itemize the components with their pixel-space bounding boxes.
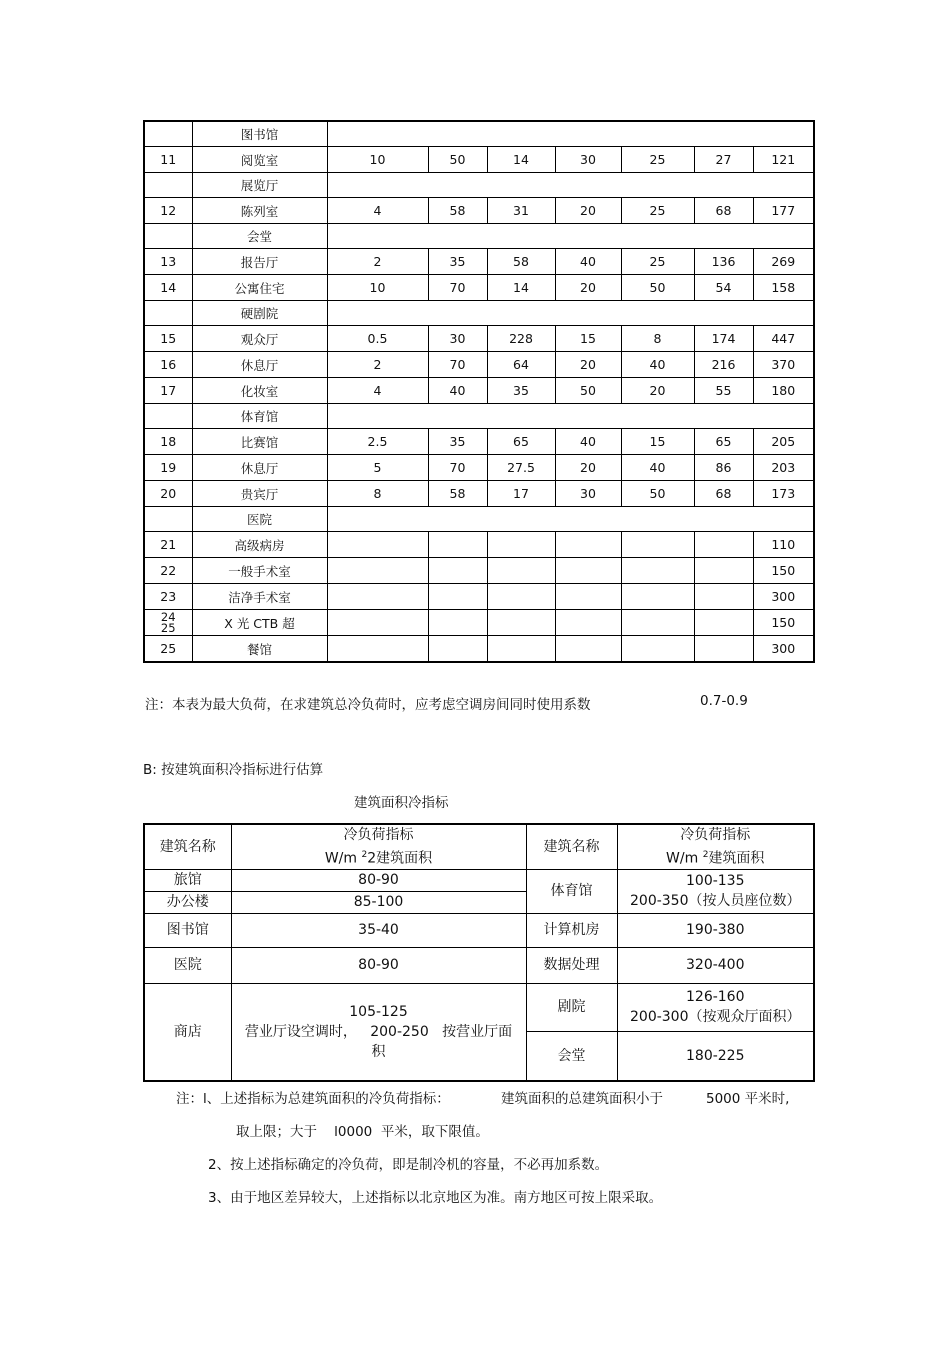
value-cell: 447 <box>753 326 814 352</box>
value-cell: 65 <box>487 429 555 455</box>
section-b-heading: B: 按建筑面积冷指标进行估算 <box>143 762 324 778</box>
value-cell: 203 <box>753 455 814 481</box>
value-cell: 20 <box>555 275 621 301</box>
note-coefficient: 0.7-0.9 <box>700 693 748 709</box>
header-index-line1-r: 冷负荷指标 <box>680 827 751 843</box>
row-number: 14 <box>144 275 192 301</box>
value-cell: 173 <box>753 481 814 507</box>
note-1-cont: 取上限；大于 l0000 平米，取下限值。 <box>236 1124 489 1140</box>
unit-sup-r: 2 <box>702 850 709 860</box>
cell-hospital-val: 80-90 <box>231 947 526 983</box>
value-cell: 20 <box>555 455 621 481</box>
table-row <box>144 198 814 224</box>
value-cell <box>487 584 555 610</box>
value-cell: 40 <box>555 249 621 275</box>
cell-shop-val <box>231 983 526 1081</box>
value-cell: 5 <box>327 455 428 481</box>
value-cell: 25 <box>621 249 694 275</box>
room-name: 陈列室 <box>192 198 327 224</box>
value-cell: 0.5 <box>327 326 428 352</box>
header-index-line2 <box>232 845 526 869</box>
value-cell <box>621 532 694 558</box>
unit-area: 2建筑面积 <box>367 850 433 867</box>
value-cell: 20 <box>555 198 621 224</box>
group-row <box>144 301 814 326</box>
table-row <box>144 147 814 173</box>
value-cell: 40 <box>428 378 487 404</box>
table-row <box>144 352 814 378</box>
row-number <box>144 301 192 326</box>
shop-val-1: 105-125 <box>349 1003 408 1020</box>
load-index-table <box>143 120 815 663</box>
row-number: 17 <box>144 378 192 404</box>
theatre-val-2: 200-300（按观众厅面积） <box>630 1009 801 1026</box>
value-cell: 15 <box>621 429 694 455</box>
value-cell <box>621 636 694 663</box>
room-name: 会堂 <box>192 224 327 249</box>
room-name: 图书馆 <box>192 121 327 147</box>
room-name: 一般手术室 <box>192 558 327 584</box>
table-row <box>144 249 814 275</box>
value-cell: 300 <box>753 584 814 610</box>
room-name: 医院 <box>192 507 327 532</box>
cell-hall: 会堂 <box>526 1031 617 1081</box>
cell-gym-val <box>617 869 814 913</box>
value-cell <box>327 610 428 636</box>
row-number <box>144 173 192 198</box>
value-cell: 20 <box>555 352 621 378</box>
area-index-table <box>143 823 815 1082</box>
value-cell: 70 <box>428 455 487 481</box>
room-name: 报告厅 <box>192 249 327 275</box>
row-number: 21 <box>144 532 192 558</box>
table-row <box>144 558 814 584</box>
header-index-line2-r <box>618 845 814 869</box>
value-cell: 180 <box>753 378 814 404</box>
row-number: 19 <box>144 455 192 481</box>
cell-computer: 计算机房 <box>526 913 617 947</box>
value-cell <box>428 584 487 610</box>
note-text: 注：本表为最大负荷，在求建筑总冷负荷时，应考虑空调房间同时使用系数 <box>145 697 591 713</box>
value-cell <box>487 610 555 636</box>
table-row <box>144 584 814 610</box>
header-index <box>231 824 526 869</box>
table-row <box>144 429 814 455</box>
room-name: 休息厅 <box>192 352 327 378</box>
value-cell <box>555 558 621 584</box>
unit-area-r: 建筑面积 <box>708 850 765 867</box>
table-row <box>144 610 814 636</box>
value-cell <box>555 636 621 663</box>
room-name: 高级病房 <box>192 532 327 558</box>
value-cell: 70 <box>428 275 487 301</box>
cell-library-val: 35-40 <box>231 913 526 947</box>
value-cell: 8 <box>327 481 428 507</box>
value-cell: 136 <box>694 249 753 275</box>
cell-theatre: 剧院 <box>526 983 617 1031</box>
note-1a: 注：l、上述指标为总建筑面积的冷负荷指标： <box>176 1091 450 1107</box>
room-name: 洁净手术室 <box>192 584 327 610</box>
value-cell: 50 <box>621 481 694 507</box>
note-3: 3、由于地区差异较大，上述指标以北京地区为准。南方地区可按上限采取。 <box>208 1190 663 1206</box>
room-name: 餐馆 <box>192 636 327 663</box>
note-1 <box>176 1087 790 1107</box>
value-cell <box>621 584 694 610</box>
unit-sup: 2 <box>361 850 368 860</box>
value-cell <box>428 610 487 636</box>
table-row <box>144 532 814 558</box>
row-number: 12 <box>144 198 192 224</box>
cell-computer-val: 190-380 <box>617 913 814 947</box>
gym-val-1: 100-135 <box>686 873 745 890</box>
value-cell: 4 <box>327 198 428 224</box>
value-cell: 35 <box>428 429 487 455</box>
value-cell <box>694 532 753 558</box>
value-cell: 31 <box>487 198 555 224</box>
value-cell <box>555 532 621 558</box>
group-row <box>144 404 814 429</box>
group-blank <box>327 404 814 429</box>
value-cell: 25 <box>621 198 694 224</box>
row-number: 15 <box>144 326 192 352</box>
value-cell <box>487 636 555 663</box>
cell-gym: 体育馆 <box>526 869 617 913</box>
row-number: 24 25 <box>144 610 192 636</box>
value-cell: 30 <box>555 147 621 173</box>
value-cell: 30 <box>428 326 487 352</box>
cell-office-val: 85-100 <box>231 891 526 913</box>
cell-theatre-val <box>617 983 814 1031</box>
value-cell <box>487 558 555 584</box>
group-blank <box>327 224 814 249</box>
value-cell: 2 <box>327 352 428 378</box>
header-name: 建筑名称 <box>144 824 231 869</box>
note-1c: 5000 平米时, <box>706 1091 790 1107</box>
value-cell: 50 <box>555 378 621 404</box>
room-name: 观众厅 <box>192 326 327 352</box>
cell-dataproc: 数据处理 <box>526 947 617 983</box>
table-caption: 建筑面积冷指标 <box>354 795 449 811</box>
room-name: 体育馆 <box>192 404 327 429</box>
value-cell: 86 <box>694 455 753 481</box>
value-cell: 68 <box>694 481 753 507</box>
value-cell: 110 <box>753 532 814 558</box>
value-cell: 8 <box>621 326 694 352</box>
unit-r: W/m <box>666 850 703 867</box>
value-cell <box>621 610 694 636</box>
value-cell: 14 <box>487 275 555 301</box>
value-cell: 228 <box>487 326 555 352</box>
value-cell: 58 <box>428 198 487 224</box>
cell-library: 图书馆 <box>144 913 231 947</box>
value-cell <box>487 532 555 558</box>
value-cell: 40 <box>555 429 621 455</box>
value-cell: 15 <box>555 326 621 352</box>
value-cell: 10 <box>327 275 428 301</box>
row-number <box>144 224 192 249</box>
value-cell: 25 <box>621 147 694 173</box>
value-cell <box>694 610 753 636</box>
header-index-line1: 冷负荷指标 <box>343 827 414 843</box>
value-cell: 30 <box>555 481 621 507</box>
shop-val-3: 积 <box>371 1043 386 1060</box>
value-cell: 300 <box>753 636 814 663</box>
value-cell <box>327 532 428 558</box>
value-cell: 65 <box>694 429 753 455</box>
value-cell: 58 <box>428 481 487 507</box>
value-cell: 177 <box>753 198 814 224</box>
group-row <box>144 173 814 198</box>
value-cell: 58 <box>487 249 555 275</box>
cell-hotel: 旅馆 <box>144 869 231 891</box>
group-blank <box>327 301 814 326</box>
group-blank <box>327 507 814 532</box>
table-row <box>144 275 814 301</box>
note-2: 2、按上述指标确定的冷负荷，即是制冷机的容量，不必再加系数。 <box>208 1157 609 1173</box>
table-row <box>144 636 814 663</box>
value-cell <box>327 636 428 663</box>
value-cell: 14 <box>487 147 555 173</box>
row-number: 18 <box>144 429 192 455</box>
value-cell: 269 <box>753 249 814 275</box>
row-number: 23 <box>144 584 192 610</box>
value-cell <box>555 610 621 636</box>
value-cell: 64 <box>487 352 555 378</box>
value-cell: 27 <box>694 147 753 173</box>
value-cell: 2.5 <box>327 429 428 455</box>
value-cell: 35 <box>487 378 555 404</box>
value-cell: 68 <box>694 198 753 224</box>
group-blank <box>327 121 814 147</box>
room-name: X 光 CTB 超 <box>192 610 327 636</box>
value-cell: 27.5 <box>487 455 555 481</box>
value-cell <box>327 558 428 584</box>
value-cell <box>694 636 753 663</box>
group-row <box>144 224 814 249</box>
cell-office: 办公楼 <box>144 891 231 913</box>
value-cell <box>428 636 487 663</box>
room-name: 硬剧院 <box>192 301 327 326</box>
room-name: 比赛馆 <box>192 429 327 455</box>
group-row <box>144 121 814 147</box>
cell-dataproc-val: 320-400 <box>617 947 814 983</box>
value-cell: 40 <box>621 352 694 378</box>
row-number <box>144 121 192 147</box>
row-number <box>144 507 192 532</box>
row-number: 13 <box>144 249 192 275</box>
value-cell: 20 <box>621 378 694 404</box>
unit: W/m <box>324 850 362 867</box>
value-cell: 370 <box>753 352 814 378</box>
value-cell: 17 <box>487 481 555 507</box>
table-row <box>144 455 814 481</box>
table-row <box>144 378 814 404</box>
row-number <box>144 404 192 429</box>
row-number: 16 <box>144 352 192 378</box>
group-row <box>144 507 814 532</box>
value-cell: 70 <box>428 352 487 378</box>
value-cell <box>694 558 753 584</box>
room-name: 休息厅 <box>192 455 327 481</box>
row-number: 11 <box>144 147 192 173</box>
value-cell <box>428 558 487 584</box>
value-cell <box>621 558 694 584</box>
cell-hall-val: 180-225 <box>617 1031 814 1081</box>
value-cell <box>555 584 621 610</box>
value-cell: 50 <box>428 147 487 173</box>
group-blank <box>327 173 814 198</box>
shop-val-2: 营业厅设空调时， 200-250 按营业厅面 <box>244 1023 513 1040</box>
theatre-val-1: 126-160 <box>686 989 745 1006</box>
value-cell: 54 <box>694 275 753 301</box>
value-cell: 55 <box>694 378 753 404</box>
gym-val-2: 200-350（按人员座位数） <box>630 893 801 910</box>
table-note <box>145 693 748 713</box>
row-number: 25 <box>144 636 192 663</box>
value-cell: 40 <box>621 455 694 481</box>
value-cell <box>694 584 753 610</box>
room-name: 化妆室 <box>192 378 327 404</box>
cell-shop: 商店 <box>144 983 231 1081</box>
value-cell: 50 <box>621 275 694 301</box>
header-index-2 <box>617 824 814 869</box>
cell-hospital: 医院 <box>144 947 231 983</box>
room-name: 公寓住宅 <box>192 275 327 301</box>
row-number: 20 <box>144 481 192 507</box>
value-cell: 35 <box>428 249 487 275</box>
value-cell: 174 <box>694 326 753 352</box>
value-cell: 150 <box>753 558 814 584</box>
value-cell <box>327 584 428 610</box>
value-cell: 216 <box>694 352 753 378</box>
room-name: 阅览室 <box>192 147 327 173</box>
room-name: 展览厅 <box>192 173 327 198</box>
value-cell: 121 <box>753 147 814 173</box>
cell-hotel-val: 80-90 <box>231 869 526 891</box>
row-number: 22 <box>144 558 192 584</box>
header-name-2: 建筑名称 <box>526 824 617 869</box>
value-cell: 4 <box>327 378 428 404</box>
table-row <box>144 326 814 352</box>
value-cell <box>428 532 487 558</box>
table-row <box>144 481 814 507</box>
value-cell: 205 <box>753 429 814 455</box>
note-1b: 建筑面积的总建筑面积小于 <box>501 1091 663 1107</box>
value-cell: 10 <box>327 147 428 173</box>
room-name: 贵宾厅 <box>192 481 327 507</box>
value-cell: 2 <box>327 249 428 275</box>
value-cell: 150 <box>753 610 814 636</box>
value-cell: 158 <box>753 275 814 301</box>
